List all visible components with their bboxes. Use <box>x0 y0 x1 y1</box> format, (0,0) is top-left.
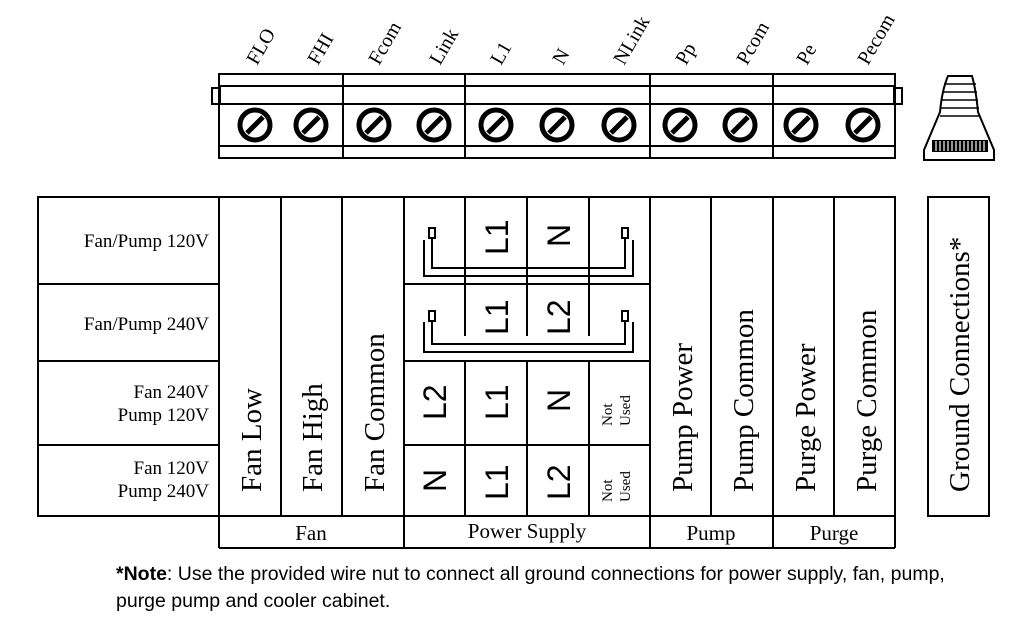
jumper-link-icon <box>424 228 633 276</box>
not-used-label: Used <box>618 471 634 502</box>
footnote-marker: *Note <box>116 563 167 585</box>
terminal-labels <box>242 10 899 69</box>
row-labels <box>84 231 209 502</box>
terminal-label-pe: Pe <box>792 40 822 69</box>
power-cell-row4-l2: L2 <box>541 464 577 500</box>
row-label-fan-120v: Fan 120V <box>133 458 209 479</box>
group-label-pump: Pump <box>686 521 736 545</box>
screw-row <box>240 110 878 140</box>
screw-terminal-icon <box>296 110 326 140</box>
screw-terminal-icon <box>419 110 449 140</box>
row-label-fan-pump-240v: Fan/Pump 240V <box>83 314 209 335</box>
terminal-label-fcom: Fcom <box>364 18 407 69</box>
column-label-purge-common: Purge Common <box>851 309 883 492</box>
ground-connections-label: Ground Connections* <box>944 236 976 492</box>
power-cell-row2-l2: L2 <box>541 299 577 335</box>
screw-terminal-icon <box>240 110 270 140</box>
power-cell-row3-l1: L1 <box>479 384 515 420</box>
ground-connections-box <box>928 197 989 516</box>
power-cell-row3-l2: L2 <box>417 384 453 420</box>
screw-terminal-icon <box>604 110 634 140</box>
power-cell-row1-l1: L1 <box>479 219 515 255</box>
wire-nut-icon <box>924 76 994 160</box>
terminal-label-link: Link <box>425 24 464 69</box>
column-label-fan-low: Fan Low <box>236 388 268 492</box>
power-cell-row4-l1: L1 <box>479 464 515 500</box>
screw-terminal-icon <box>542 110 572 140</box>
screw-terminal-icon <box>481 110 511 140</box>
footnote <box>116 561 976 615</box>
column-label-pump-power: Pump Power <box>667 342 699 492</box>
not-used-label: Not <box>600 403 616 426</box>
group-label-purge: Purge <box>809 521 859 545</box>
screw-terminal-icon <box>848 110 878 140</box>
terminal-label-pecom: Pecom <box>853 10 900 69</box>
jumper-link-icon <box>424 311 633 352</box>
group-label-power-supply: Power Supply <box>467 519 587 543</box>
row-label-fan-pump-120v: Fan/Pump 120V <box>83 231 209 252</box>
power-cell-row3-n: N <box>541 388 577 412</box>
not-used-label: Not <box>600 479 616 502</box>
column-label-fan-common: Fan Common <box>359 333 391 492</box>
screw-terminal-icon <box>359 110 389 140</box>
column-label-purge-power: Purge Power <box>790 343 822 492</box>
terminal-label-nlink: NLink <box>609 12 655 69</box>
footnote-text: : Use the provided wire nut to connect all ground connections for power supply, fan, pump, purge pump and cooler cabinet. <box>116 563 945 612</box>
terminal-label-pp: Pp <box>671 39 701 69</box>
column-label-fan-high: Fan High <box>297 383 329 492</box>
screw-terminal-icon <box>665 110 695 140</box>
power-cell-row3-not-used <box>600 395 634 426</box>
terminal-label-fhi: FHI <box>303 29 339 69</box>
terminal-label-pcom: Pcom <box>732 18 775 69</box>
power-cell-row4-n: N <box>417 468 453 492</box>
terminal-label-l1: L1 <box>486 38 517 69</box>
terminal-label-flo: FLO <box>242 24 281 69</box>
row-label-pump-240v: Pump 240V <box>117 481 209 502</box>
not-used-label: Used <box>618 395 634 426</box>
power-cell-row4-not-used <box>600 471 634 502</box>
screw-terminal-icon <box>725 110 755 140</box>
column-label-pump-common: Pump Common <box>728 309 760 492</box>
group-label-fan: Fan <box>295 521 327 545</box>
terminal-label-n: N <box>548 44 575 69</box>
row-label-pump-120v: Pump 120V <box>117 405 209 426</box>
power-cell-row2-l1: L1 <box>479 299 515 335</box>
row-label-fan-240v: Fan 240V <box>133 382 209 403</box>
screw-terminal-icon <box>786 110 816 140</box>
power-cell-row1-n: N <box>541 223 577 247</box>
